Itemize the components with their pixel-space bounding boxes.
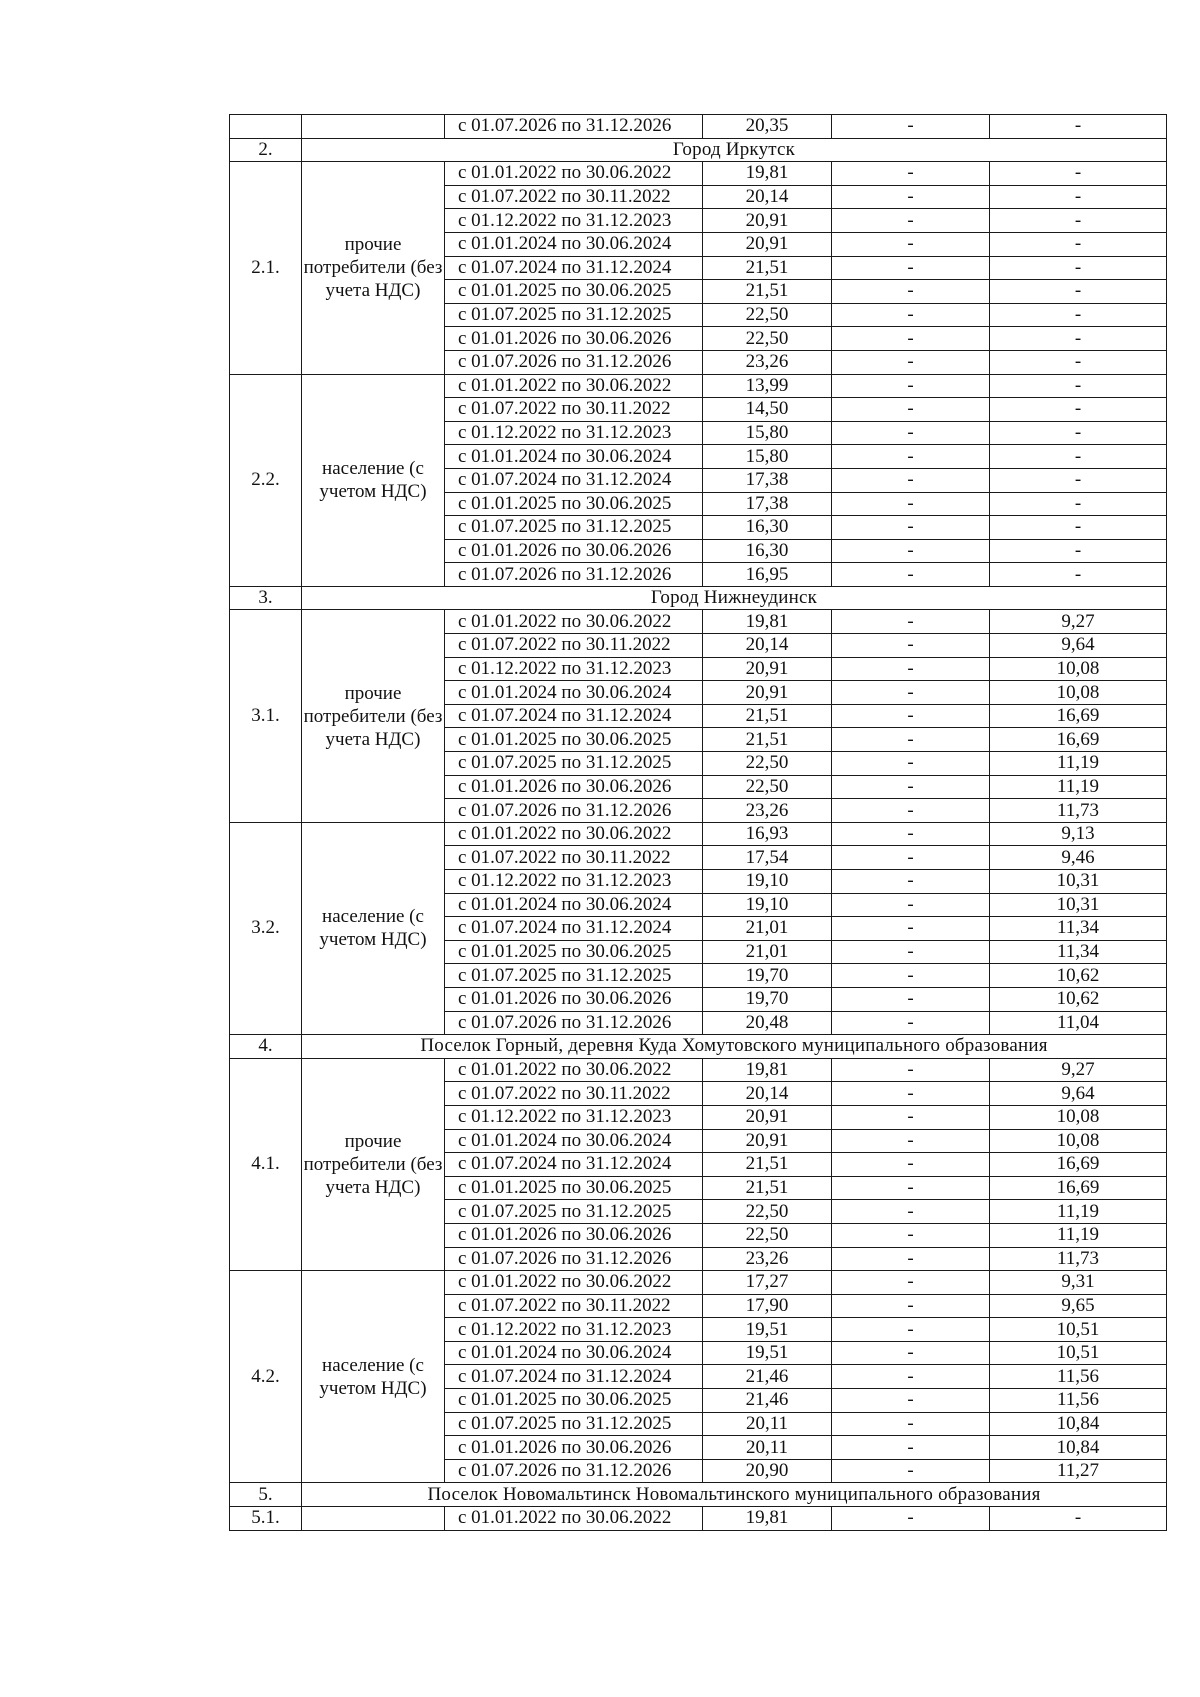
value-cell: 20,91 xyxy=(703,1105,832,1129)
period-cell: с 01.07.2025 по 31.12.2025 xyxy=(445,1412,703,1436)
group-number: 2.1. xyxy=(230,162,302,374)
section-title: Поселок Новомальтинск Новомальтинского муниципального образования xyxy=(302,1483,1167,1507)
table-row xyxy=(230,822,1167,846)
value-cell: 17,38 xyxy=(703,492,832,516)
section-header-row xyxy=(230,1483,1167,1507)
value-cell: 20,91 xyxy=(703,232,832,256)
value-cell: - xyxy=(990,303,1167,327)
value-cell: - xyxy=(832,256,990,280)
value-cell: - xyxy=(832,1412,990,1436)
value-cell: 17,38 xyxy=(703,468,832,492)
value-cell: 10,62 xyxy=(990,964,1167,988)
value-cell: - xyxy=(990,1507,1167,1531)
value-cell: 21,51 xyxy=(703,704,832,728)
value-cell: 22,50 xyxy=(703,1223,832,1247)
value-cell: - xyxy=(990,421,1167,445)
period-cell: с 01.07.2026 по 31.12.2026 xyxy=(445,563,703,587)
value-cell: - xyxy=(832,917,990,941)
period-cell: с 01.01.2022 по 30.06.2022 xyxy=(445,1271,703,1295)
period-cell: с 01.01.2026 по 30.06.2026 xyxy=(445,539,703,563)
value-cell: - xyxy=(832,492,990,516)
value-cell: 20,91 xyxy=(703,1129,832,1153)
value-cell: 19,81 xyxy=(703,610,832,634)
value-cell: - xyxy=(832,681,990,705)
row-number-cell xyxy=(230,115,302,139)
period-cell: с 01.01.2022 по 30.06.2022 xyxy=(445,162,703,186)
section-number: 2. xyxy=(230,138,302,162)
period-cell: с 01.07.2025 по 31.12.2025 xyxy=(445,964,703,988)
value-cell: 21,01 xyxy=(703,917,832,941)
value-cell: 20,90 xyxy=(703,1459,832,1483)
value-cell: 13,99 xyxy=(703,374,832,398)
value-cell: - xyxy=(832,1129,990,1153)
value-cell: - xyxy=(832,232,990,256)
value-cell: 16,69 xyxy=(990,728,1167,752)
value-cell: - xyxy=(990,280,1167,304)
value-cell: - xyxy=(832,1153,990,1177)
value-cell: 11,19 xyxy=(990,1200,1167,1224)
period-cell: с 01.07.2026 по 31.12.2026 xyxy=(445,115,703,139)
period-cell: с 01.07.2022 по 30.11.2022 xyxy=(445,185,703,209)
value-cell: 16,95 xyxy=(703,563,832,587)
value-cell: - xyxy=(832,374,990,398)
value-cell: 23,26 xyxy=(703,799,832,823)
value-cell: 19,81 xyxy=(703,162,832,186)
period-cell: с 01.07.2022 по 30.11.2022 xyxy=(445,634,703,658)
value-cell: - xyxy=(832,445,990,469)
value-cell: 19,70 xyxy=(703,964,832,988)
value-cell: 20,91 xyxy=(703,209,832,233)
table-row xyxy=(230,1271,1167,1295)
consumer-group-label: прочие потребители (без учета НДС) xyxy=(302,162,445,374)
value-cell: - xyxy=(832,1294,990,1318)
value-cell: - xyxy=(832,563,990,587)
period-cell: с 01.07.2025 по 31.12.2025 xyxy=(445,1200,703,1224)
period-cell: с 01.07.2026 по 31.12.2026 xyxy=(445,799,703,823)
value-cell: 21,46 xyxy=(703,1389,832,1413)
value-cell: 10,84 xyxy=(990,1412,1167,1436)
value-cell: - xyxy=(832,870,990,894)
value-cell: - xyxy=(990,374,1167,398)
tariff-table-body xyxy=(230,115,1167,1531)
value-cell: 23,26 xyxy=(703,1247,832,1271)
period-cell: с 01.01.2022 по 30.06.2022 xyxy=(445,374,703,398)
period-cell: с 01.07.2024 по 31.12.2024 xyxy=(445,1365,703,1389)
tariff-table xyxy=(229,114,1167,1531)
period-cell: с 01.12.2022 по 31.12.2023 xyxy=(445,209,703,233)
value-cell: 17,54 xyxy=(703,846,832,870)
period-cell: с 01.01.2022 по 30.06.2022 xyxy=(445,1507,703,1531)
period-cell: с 01.07.2026 по 31.12.2026 xyxy=(445,1459,703,1483)
consumer-group-label: прочие потребители (без учета НДС) xyxy=(302,1058,445,1270)
value-cell: - xyxy=(832,280,990,304)
value-cell: - xyxy=(832,303,990,327)
period-cell: с 01.12.2022 по 31.12.2023 xyxy=(445,421,703,445)
value-cell: - xyxy=(832,421,990,445)
value-cell: 10,51 xyxy=(990,1318,1167,1342)
period-cell: с 01.12.2022 по 31.12.2023 xyxy=(445,870,703,894)
value-cell: 11,34 xyxy=(990,917,1167,941)
value-cell: - xyxy=(990,563,1167,587)
value-cell: - xyxy=(990,115,1167,139)
value-cell: - xyxy=(990,468,1167,492)
period-cell: с 01.01.2026 по 30.06.2026 xyxy=(445,775,703,799)
period-cell: с 01.01.2024 по 30.06.2024 xyxy=(445,893,703,917)
period-cell: с 01.01.2025 по 30.06.2025 xyxy=(445,728,703,752)
consumer-group-cell xyxy=(302,115,445,139)
value-cell: - xyxy=(990,185,1167,209)
value-cell: 11,04 xyxy=(990,1011,1167,1035)
value-cell: 21,51 xyxy=(703,280,832,304)
value-cell: 16,69 xyxy=(990,1176,1167,1200)
period-cell: с 01.07.2022 по 30.11.2022 xyxy=(445,1082,703,1106)
value-cell: - xyxy=(832,115,990,139)
value-cell: 11,56 xyxy=(990,1389,1167,1413)
table-row xyxy=(230,115,1167,139)
period-cell: с 01.12.2022 по 31.12.2023 xyxy=(445,657,703,681)
period-cell: с 01.01.2026 по 30.06.2026 xyxy=(445,1436,703,1460)
value-cell: 22,50 xyxy=(703,752,832,776)
value-cell: - xyxy=(990,327,1167,351)
value-cell: 9,46 xyxy=(990,846,1167,870)
value-cell: 9,27 xyxy=(990,610,1167,634)
value-cell: 20,48 xyxy=(703,1011,832,1035)
period-cell: с 01.07.2025 по 31.12.2025 xyxy=(445,303,703,327)
value-cell: 20,91 xyxy=(703,681,832,705)
value-cell: 23,26 xyxy=(703,350,832,374)
section-header-row xyxy=(230,1035,1167,1059)
value-cell: 20,14 xyxy=(703,1082,832,1106)
value-cell: - xyxy=(832,162,990,186)
value-cell: - xyxy=(832,940,990,964)
value-cell: 9,27 xyxy=(990,1058,1167,1082)
value-cell: - xyxy=(832,398,990,422)
period-cell: с 01.07.2025 по 31.12.2025 xyxy=(445,516,703,540)
period-cell: с 01.01.2025 по 30.06.2025 xyxy=(445,940,703,964)
value-cell: 19,51 xyxy=(703,1318,832,1342)
value-cell: 10,08 xyxy=(990,681,1167,705)
value-cell: - xyxy=(832,1271,990,1295)
period-cell: с 01.01.2024 по 30.06.2024 xyxy=(445,445,703,469)
value-cell: - xyxy=(990,492,1167,516)
value-cell: - xyxy=(832,1011,990,1035)
period-cell: с 01.01.2022 по 30.06.2022 xyxy=(445,1058,703,1082)
section-title: Город Иркутск xyxy=(302,138,1167,162)
value-cell: - xyxy=(990,445,1167,469)
period-cell: с 01.01.2024 по 30.06.2024 xyxy=(445,1341,703,1365)
section-title: Поселок Горный, деревня Куда Хомутовского муниципального образования xyxy=(302,1035,1167,1059)
period-cell: с 01.01.2026 по 30.06.2026 xyxy=(445,987,703,1011)
value-cell: - xyxy=(832,350,990,374)
value-cell: 21,51 xyxy=(703,1153,832,1177)
value-cell: 19,70 xyxy=(703,987,832,1011)
table-row xyxy=(230,374,1167,398)
value-cell: - xyxy=(832,185,990,209)
value-cell: 10,31 xyxy=(990,893,1167,917)
value-cell: 17,27 xyxy=(703,1271,832,1295)
value-cell: 11,34 xyxy=(990,940,1167,964)
consumer-group-label: население (с учетом НДС) xyxy=(302,1271,445,1483)
period-cell: с 01.07.2024 по 31.12.2024 xyxy=(445,917,703,941)
value-cell: - xyxy=(832,327,990,351)
section-header-row xyxy=(230,138,1167,162)
period-cell: с 01.01.2024 по 30.06.2024 xyxy=(445,1129,703,1153)
value-cell: 22,50 xyxy=(703,775,832,799)
value-cell: 16,30 xyxy=(703,539,832,563)
value-cell: - xyxy=(832,209,990,233)
consumer-group-label: население (с учетом НДС) xyxy=(302,822,445,1034)
value-cell: 20,35 xyxy=(703,115,832,139)
period-cell: с 01.01.2025 по 30.06.2025 xyxy=(445,1389,703,1413)
value-cell: - xyxy=(832,634,990,658)
value-cell: 11,19 xyxy=(990,1223,1167,1247)
value-cell: 16,69 xyxy=(990,704,1167,728)
value-cell: 19,81 xyxy=(703,1507,832,1531)
value-cell: 17,90 xyxy=(703,1294,832,1318)
value-cell: 9,64 xyxy=(990,634,1167,658)
value-cell: - xyxy=(990,516,1167,540)
value-cell: - xyxy=(832,539,990,563)
value-cell: - xyxy=(990,209,1167,233)
table-row xyxy=(230,162,1167,186)
table-row xyxy=(230,610,1167,634)
value-cell: 11,73 xyxy=(990,799,1167,823)
group-number: 4.1. xyxy=(230,1058,302,1270)
section-title: Город Нижнеудинск xyxy=(302,586,1167,610)
section-header-row xyxy=(230,586,1167,610)
value-cell: 19,81 xyxy=(703,1058,832,1082)
value-cell: 10,08 xyxy=(990,1105,1167,1129)
value-cell: 15,80 xyxy=(703,445,832,469)
value-cell: 20,14 xyxy=(703,185,832,209)
period-cell: с 01.07.2024 по 31.12.2024 xyxy=(445,468,703,492)
value-cell: 10,31 xyxy=(990,870,1167,894)
period-cell: с 01.07.2026 по 31.12.2026 xyxy=(445,1247,703,1271)
value-cell: 14,50 xyxy=(703,398,832,422)
period-cell: с 01.12.2022 по 31.12.2023 xyxy=(445,1105,703,1129)
value-cell: - xyxy=(832,1507,990,1531)
value-cell: - xyxy=(832,987,990,1011)
period-cell: с 01.07.2024 по 31.12.2024 xyxy=(445,256,703,280)
section-number: 3. xyxy=(230,586,302,610)
value-cell: 19,10 xyxy=(703,870,832,894)
value-cell: 9,64 xyxy=(990,1082,1167,1106)
value-cell: - xyxy=(832,893,990,917)
value-cell: - xyxy=(832,799,990,823)
value-cell: - xyxy=(832,1365,990,1389)
value-cell: - xyxy=(832,1436,990,1460)
period-cell: с 01.07.2024 по 31.12.2024 xyxy=(445,1153,703,1177)
value-cell: 21,51 xyxy=(703,728,832,752)
period-cell: с 01.01.2024 по 30.06.2024 xyxy=(445,232,703,256)
value-cell: 11,56 xyxy=(990,1365,1167,1389)
value-cell: 21,51 xyxy=(703,1176,832,1200)
value-cell: - xyxy=(832,1318,990,1342)
consumer-group-label: население (с учетом НДС) xyxy=(302,374,445,586)
value-cell: 10,84 xyxy=(990,1436,1167,1460)
value-cell: - xyxy=(832,822,990,846)
period-cell: с 01.07.2024 по 31.12.2024 xyxy=(445,704,703,728)
value-cell: - xyxy=(832,1341,990,1365)
value-cell: - xyxy=(832,1176,990,1200)
value-cell: - xyxy=(832,516,990,540)
value-cell: 16,69 xyxy=(990,1153,1167,1177)
period-cell: с 01.07.2025 по 31.12.2025 xyxy=(445,752,703,776)
table-row xyxy=(230,1058,1167,1082)
value-cell: 10,08 xyxy=(990,657,1167,681)
value-cell: - xyxy=(990,162,1167,186)
value-cell: 10,08 xyxy=(990,1129,1167,1153)
value-cell: - xyxy=(832,775,990,799)
value-cell: - xyxy=(832,1105,990,1129)
consumer-group-label: прочие потребители (без учета НДС) xyxy=(302,610,445,822)
value-cell: 20,11 xyxy=(703,1412,832,1436)
value-cell: 11,19 xyxy=(990,775,1167,799)
value-cell: 9,65 xyxy=(990,1294,1167,1318)
value-cell: - xyxy=(832,1389,990,1413)
period-cell: с 01.01.2026 по 30.06.2026 xyxy=(445,1223,703,1247)
value-cell: 15,80 xyxy=(703,421,832,445)
value-cell: 16,30 xyxy=(703,516,832,540)
value-cell: - xyxy=(832,610,990,634)
value-cell: 9,13 xyxy=(990,822,1167,846)
value-cell: - xyxy=(832,964,990,988)
table-row xyxy=(230,1507,1167,1531)
value-cell: - xyxy=(832,1058,990,1082)
section-number: 5. xyxy=(230,1483,302,1507)
value-cell: 10,51 xyxy=(990,1341,1167,1365)
section-number: 4. xyxy=(230,1035,302,1059)
value-cell: 9,31 xyxy=(990,1271,1167,1295)
value-cell: 22,50 xyxy=(703,1200,832,1224)
period-cell: с 01.01.2025 по 30.06.2025 xyxy=(445,1176,703,1200)
group-number: 5.1. xyxy=(230,1507,302,1531)
period-cell: с 01.01.2026 по 30.06.2026 xyxy=(445,327,703,351)
value-cell: 22,50 xyxy=(703,327,832,351)
value-cell: 11,73 xyxy=(990,1247,1167,1271)
value-cell: 21,01 xyxy=(703,940,832,964)
value-cell: 20,11 xyxy=(703,1436,832,1460)
value-cell: 22,50 xyxy=(703,303,832,327)
value-cell: - xyxy=(832,752,990,776)
value-cell: - xyxy=(990,256,1167,280)
period-cell: с 01.01.2025 по 30.06.2025 xyxy=(445,280,703,304)
value-cell: - xyxy=(990,232,1167,256)
value-cell: 11,27 xyxy=(990,1459,1167,1483)
period-cell: с 01.12.2022 по 31.12.2023 xyxy=(445,1318,703,1342)
value-cell: 11,19 xyxy=(990,752,1167,776)
value-cell: 19,10 xyxy=(703,893,832,917)
value-cell: - xyxy=(832,846,990,870)
group-number: 3.1. xyxy=(230,610,302,822)
value-cell: - xyxy=(990,398,1167,422)
value-cell: - xyxy=(832,1082,990,1106)
period-cell: с 01.07.2022 по 30.11.2022 xyxy=(445,398,703,422)
period-cell: с 01.01.2024 по 30.06.2024 xyxy=(445,681,703,705)
value-cell: 19,51 xyxy=(703,1341,832,1365)
value-cell: - xyxy=(990,350,1167,374)
value-cell: 21,51 xyxy=(703,256,832,280)
value-cell: 16,93 xyxy=(703,822,832,846)
value-cell: - xyxy=(832,1223,990,1247)
group-number: 3.2. xyxy=(230,822,302,1034)
period-cell: с 01.07.2026 по 31.12.2026 xyxy=(445,350,703,374)
period-cell: с 01.01.2025 по 30.06.2025 xyxy=(445,492,703,516)
period-cell: с 01.01.2022 по 30.06.2022 xyxy=(445,822,703,846)
value-cell: - xyxy=(832,1247,990,1271)
group-number: 4.2. xyxy=(230,1271,302,1483)
value-cell: 21,46 xyxy=(703,1365,832,1389)
value-cell: 20,91 xyxy=(703,657,832,681)
consumer-group-label xyxy=(302,1507,445,1531)
value-cell: 10,62 xyxy=(990,987,1167,1011)
value-cell: - xyxy=(832,1459,990,1483)
period-cell: с 01.01.2022 по 30.06.2022 xyxy=(445,610,703,634)
period-cell: с 01.07.2026 по 31.12.2026 xyxy=(445,1011,703,1035)
value-cell: - xyxy=(832,1200,990,1224)
value-cell: - xyxy=(832,728,990,752)
group-number: 2.2. xyxy=(230,374,302,586)
period-cell: с 01.07.2022 по 30.11.2022 xyxy=(445,846,703,870)
period-cell: с 01.07.2022 по 30.11.2022 xyxy=(445,1294,703,1318)
value-cell: 20,14 xyxy=(703,634,832,658)
value-cell: - xyxy=(990,539,1167,563)
value-cell: - xyxy=(832,704,990,728)
value-cell: - xyxy=(832,468,990,492)
value-cell: - xyxy=(832,657,990,681)
